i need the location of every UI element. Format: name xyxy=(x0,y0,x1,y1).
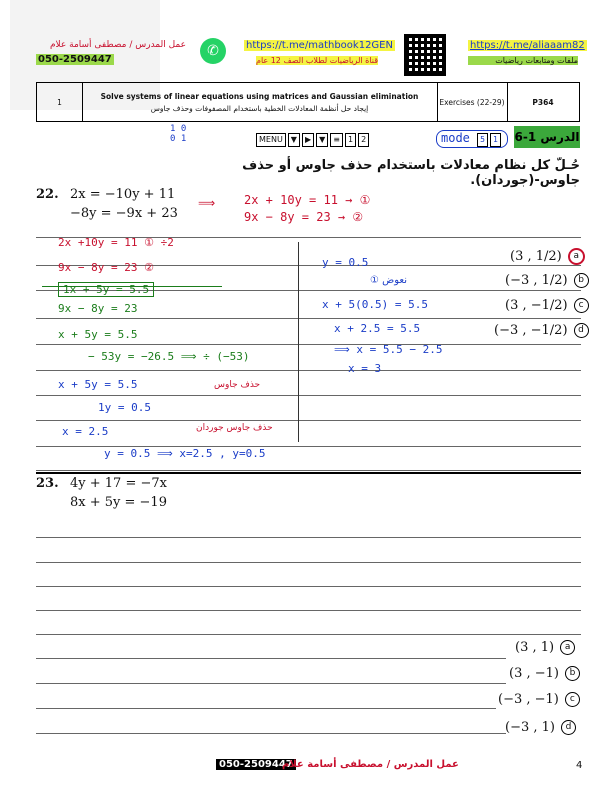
q22-number: 22. xyxy=(36,187,59,202)
lesson-badge: الدرس 1-6 xyxy=(514,126,580,148)
page-number: 4 xyxy=(576,760,583,771)
equals-key: ≡ xyxy=(330,133,343,147)
work-left-2: 9x − 8y = 23 ② xyxy=(58,261,154,274)
work-left-3: 1x + 5y = 5.5 xyxy=(58,282,154,297)
telegram-link-1[interactable]: https://t.me/mathbook12GEN xyxy=(246,40,393,51)
work-right-3: x + 5(0.5) = 5.5 xyxy=(322,298,428,311)
q22-choice-d[interactable]: (−3 , −1/2) d xyxy=(494,323,589,338)
telegram-link-2-sub: ملفات ومتابعات رياضيات xyxy=(468,56,578,65)
down-key-2: ▼ xyxy=(316,133,328,147)
q23-choice-c[interactable]: (−3 , −1) c xyxy=(498,692,580,707)
whatsapp-icon: ✆ xyxy=(200,38,226,64)
work-left-9: x = 2.5 xyxy=(62,425,109,438)
calculator-keys xyxy=(256,133,371,147)
lesson-table xyxy=(36,82,580,122)
work-left-10: y = 0.5 ⟹ x=2.5 , y=0.5 xyxy=(104,447,266,460)
exercises-range: Exercises (22-29) xyxy=(437,83,508,121)
q23-eq1: 4y + 17 = −7x xyxy=(70,476,167,491)
mode-note: mode 5 1 xyxy=(436,130,508,148)
instruction: حُـلّ كل نظام معادلات باستخدام حذف جاوس أو حذف جاوس-(جوردان). xyxy=(242,158,580,188)
q22-choice-a[interactable]: (3 , 1/2) a xyxy=(510,248,585,265)
down-key: ▼ xyxy=(288,133,300,147)
q23-choice-a[interactable]: (3 , 1) a xyxy=(515,640,575,655)
matrix-identity: 1 0 0 1 xyxy=(170,124,187,144)
work-right-1: y = 0.5 xyxy=(322,256,369,269)
teacher-label: عمل المدرس / مصطفى أسامة علام xyxy=(49,40,186,50)
q22-hw1: 2x + 10y = 11 → ① xyxy=(244,193,371,207)
note-gauss: حذف جاوس xyxy=(214,380,261,390)
q23-eq2: 8x + 5y = −19 xyxy=(70,495,167,510)
q22-eq2: −8y = −9x + 23 xyxy=(70,206,178,221)
qr-code xyxy=(404,34,446,76)
q23-number: 23. xyxy=(36,476,59,491)
q22-choice-c[interactable]: (3 , −1/2) c xyxy=(505,298,589,313)
work-left-7: x + 5y = 5.5 xyxy=(58,378,138,391)
right-key: ▶ xyxy=(302,133,314,147)
q22-arrow: ⟹ xyxy=(198,196,216,210)
footer-phone: 050-2509447 xyxy=(216,759,296,770)
telegram-link-1-sub: قناة الرياضيات لطلاب الصف 12 عام xyxy=(256,56,379,65)
page-ref: P364 xyxy=(532,97,554,107)
work-right-6: x = 3 xyxy=(348,362,382,375)
note-gauss-jordan: حذف جاوس جوردان xyxy=(196,423,273,433)
work-left-1: 2x +10y = 11 ① ÷2 xyxy=(58,236,174,249)
key-1: 1 xyxy=(345,133,356,147)
footer-teacher: عمل المدرس / مصطفى أسامة علام xyxy=(282,759,459,770)
menu-key: MENU xyxy=(256,133,286,147)
work-right-2: نعوض ① xyxy=(370,275,408,286)
q22-eq1: 2x = −10y + 11 xyxy=(70,187,176,202)
q22-hw2: 9x − 8y = 23 → ② xyxy=(244,210,364,224)
work-right-5: ⟹ x = 5.5 − 2.5 xyxy=(334,343,443,356)
teacher-phone: 050-2509447 xyxy=(38,54,112,65)
q23-choice-b[interactable]: (3 , −1) b xyxy=(509,666,580,681)
work-right-4: x + 2.5 = 5.5 xyxy=(334,322,421,335)
lesson-title: Solve systems of linear equations using matrices and Gaussian elimination إيجاد حل أنظمة المعادلات الخطية باستخدام المصفوفات وحذف جاوس xyxy=(82,83,438,121)
q22-choice-b[interactable]: (−3 , 1/2) b xyxy=(505,273,589,288)
q23-choice-d[interactable]: (−3 , 1) d xyxy=(505,720,576,735)
work-left-5: x + 5y = 5.5 xyxy=(58,328,138,341)
work-left-6: − 53y = −26.5 ⟹ ÷ (−53) xyxy=(88,350,250,363)
key-2: 2 xyxy=(358,133,369,147)
work-left-4: 9x − 8y = 23 xyxy=(58,302,138,315)
work-left-8: 1y = 0.5 xyxy=(98,401,151,414)
telegram-link-2[interactable]: https://t.me/aliaaam82 xyxy=(470,40,585,51)
lesson-number: 1 xyxy=(37,83,83,121)
